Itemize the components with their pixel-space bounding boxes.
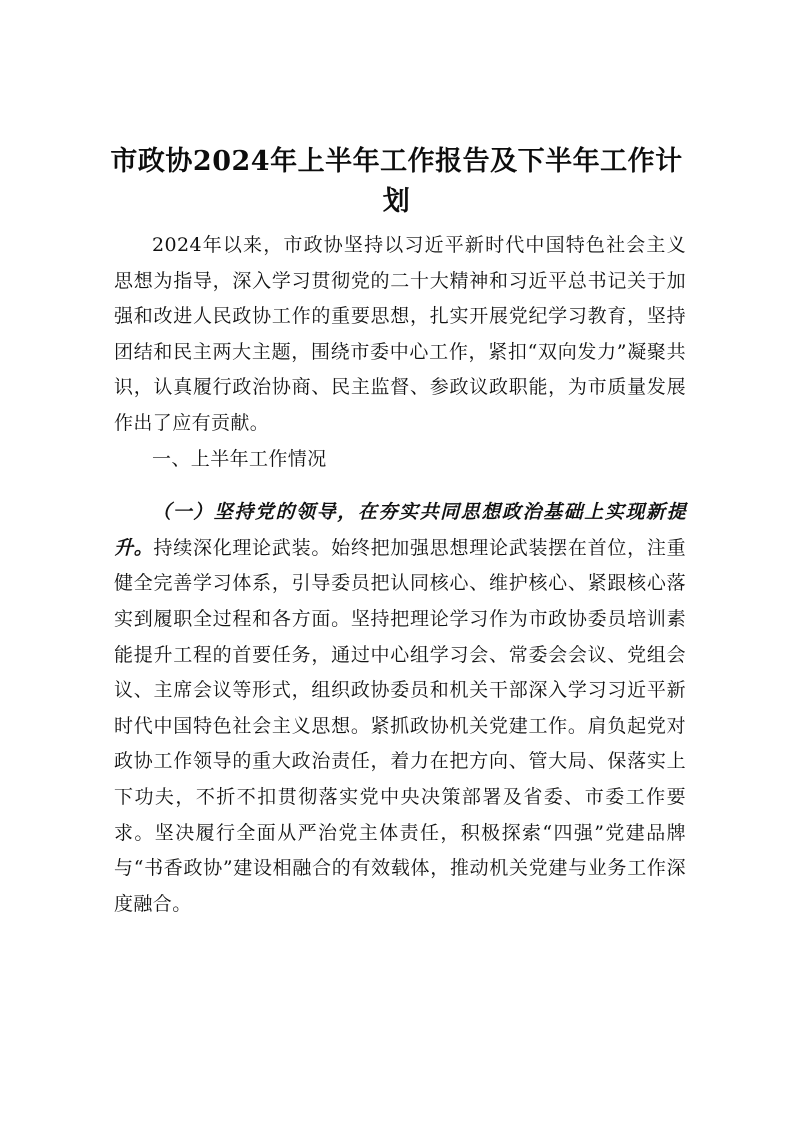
document-title: 市政协2024年上半年工作报告及下半年工作计划: [110, 146, 683, 217]
document-body: [114, 228, 686, 922]
section-heading: 一、上半年工作情况: [152, 447, 327, 470]
subsection-paragraph: [114, 495, 686, 922]
intro-paragraph: 2024年以来，市政协坚持以习近平新时代中国特色社会主义思想为指导，深入学习贯彻党的二十大精神和习近平总书记关于加强和改进人民政协工作的重要思想，扎实开展党纪学习教育，坚持团结和民主两大主题，围绕市委中心工作，紧扣“双向发力”凝聚共识，认真履行政治协商、民主监督、参政议政职能，为市质量发展作出了应有贡献。: [114, 234, 686, 434]
subsection-heading: （一）坚持党的领导，在夯实共同思想政治基础上实现新提升。: [114, 501, 686, 559]
subsection-body: 持续深化理论武装。始终把加强思想理论武装摆在首位，注重健全完善学习体系，引导委员把认同核心、维护核心、紧跟核心落实到履职全过程和各方面。坚持把理论学习作为市政协委员培训素能提升工程的首要任务，通过中心组学习会、常委会会议、党组会议、主席会议等形式，组织政协委员和机关干部深入学习习近平新时代中国特色社会主义思想。紧抓政协机关党建工作。肩负起党对政协工作领导的重大政治责任，着力在把方向、管大局、保落实上下功夫，不折不扣贯彻落实党中央决策部署及省委、市委工作要求。坚决履行全面从严治党主体责任，积极探索“四强”党建品牌与“书香政协”建设相融合的有效载体，推动机关党建与业务工作深度融合。: [114, 536, 686, 915]
